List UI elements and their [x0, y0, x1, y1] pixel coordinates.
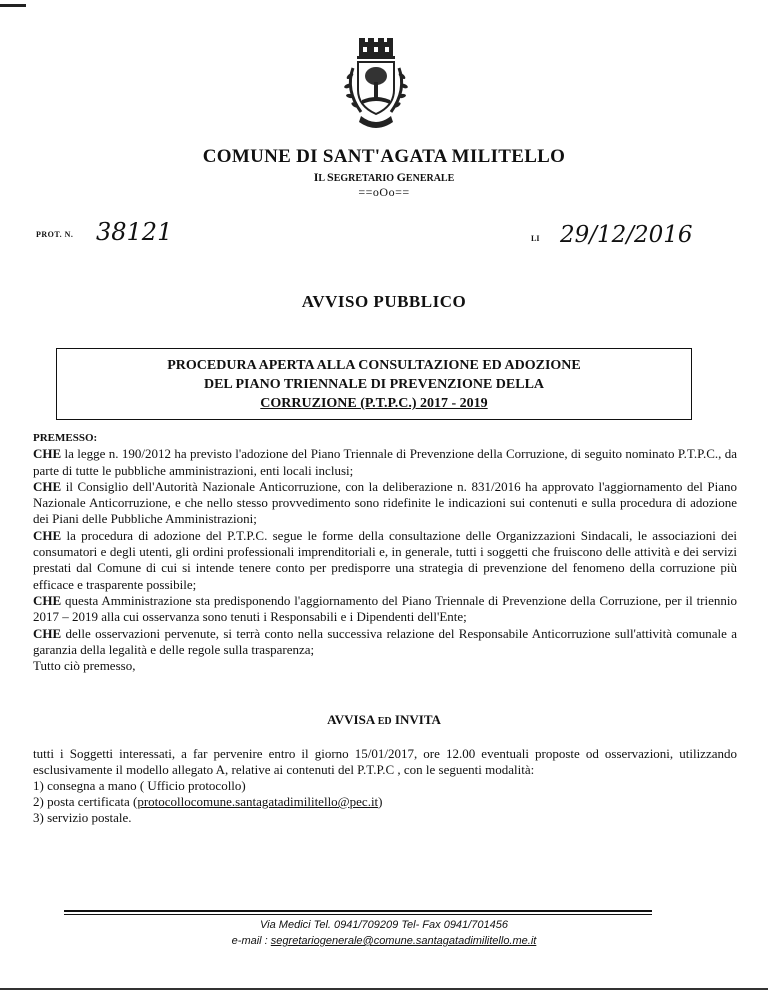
premesso-closing: Tutto ciò premesso, [33, 658, 136, 674]
premesso-item: CHE il Consiglio dell'Autorità Nazionale Anticorruzione, con la deliberazione n. 831/2016 ha approvato l'aggiornamento del Piano Nazionale Anticorruzione, e che nello stesso provvedimento sono ridefinite le indicazioni sui contenuti e sulla procedura di adozione dei Piani delle Pubbliche Amministrazioni; [33, 478, 738, 527]
footer-email: e-mail : segretariogenerale@comune.santagatadimilitello.me.it [231, 935, 537, 947]
premesso-item: CHE la procedura di adozione del P.T.P.C. segue le forme della consultazione delle Organizzazioni Sindacali, le associazioni dei consumatori e degli utenti, gli ordini professionali imprenditoriali e, in generale, tutti i soggetti che fruiscono delle attività e dei servizi prestati dal Comune di cui si intende tenere conto per predisporre una strategia di prevenzione del fenomeno della corruzione più efficace e trasparente possibile; [33, 527, 737, 592]
avvisa-section [33, 746, 737, 826]
avvisa-text: tutti i Soggetti interessati, a far pervenire entro il giorno 15/01/2017, ore 12.00 eventuali proposte od osservazioni, utilizzando esclusivamente il modello allegato A, relative ai contenuti del P.T.P.C , con le seguenti modalità: [33, 746, 737, 777]
modality-item-1: 1) consegna a mano ( Ufficio protocollo) [33, 778, 246, 793]
premesso-item: CHE la legge n. 190/2012 ha previsto l'adozione del Piano Triennale di Prevenzione della Corruzione, di seguito nominato P.T.P.C., da parte di tutte le pubbliche amministrazioni, enti locali inclusi; [33, 446, 738, 478]
municipality-name: COMUNE DI SANT'AGATA MILITELLO [202, 146, 566, 167]
document-date: 29/12/2016 [560, 222, 693, 248]
subject-box [56, 348, 692, 420]
premesso-heading: PREMESSO: [33, 432, 98, 444]
footer-divider [64, 914, 652, 915]
footer-email-link[interactable]: segretariogenerale@comune.santagatadimilitello.me.it [270, 935, 537, 947]
modality-item-3: 3) servizio postale. [33, 810, 132, 825]
office-title: IL SEGRETARIO GENERALE [313, 170, 455, 184]
footer-address: Via Medici Tel. 0941/709209 Tel- Fax 0941/701456 [260, 919, 508, 931]
avvisa-heading: AVVISA ED INVITA [327, 712, 441, 727]
premesso-item: CHE delle osservazioni pervenute, si terrà conto nella successiva relazione del Responsabile Anticorruzione sull'attività comunale a garanzia della legalità e delle regole sulla trasparenza; [33, 625, 737, 657]
protocol-number: 38121 [96, 218, 173, 246]
subject-line-3: CORRUZIONE (P.T.P.C.) 2017 - 2019 [260, 396, 488, 411]
subject-line-1: PROCEDURA APERTA ALLA CONSULTAZIONE ED ADOZIONE [167, 358, 581, 373]
subject-line-2: DEL PIANO TRIENNALE DI PREVENZIONE DELLA [203, 377, 545, 392]
pec-email-link[interactable]: protocollocomune.santagatadimilitello@pec.it [137, 794, 379, 809]
protocol-label: PROT. N. [36, 230, 74, 239]
modality-item-2: 2) posta certificata (protocollocomune.santagatadimilitello@pec.it) [33, 794, 383, 809]
decorative-separator: ==oOo== [358, 185, 410, 199]
footer-divider [64, 910, 652, 912]
document-title: AVVISO PUBBLICO [301, 292, 467, 311]
premesso-section [33, 429, 737, 674]
premesso-item: CHE questa Amministrazione sta predisponendo l'aggiornamento del Piano Triennale di Prevenzione della Corruzione, per il triennio 2017 – 2019 alla cui osservanza sono tenuti i Responsabili e i Dipendenti dell'Ente; [33, 592, 738, 625]
scan-edge-mark [0, 4, 26, 7]
date-label: LI [531, 234, 540, 243]
municipal-crest-icon [331, 38, 421, 134]
scan-bottom-edge [0, 988, 768, 990]
